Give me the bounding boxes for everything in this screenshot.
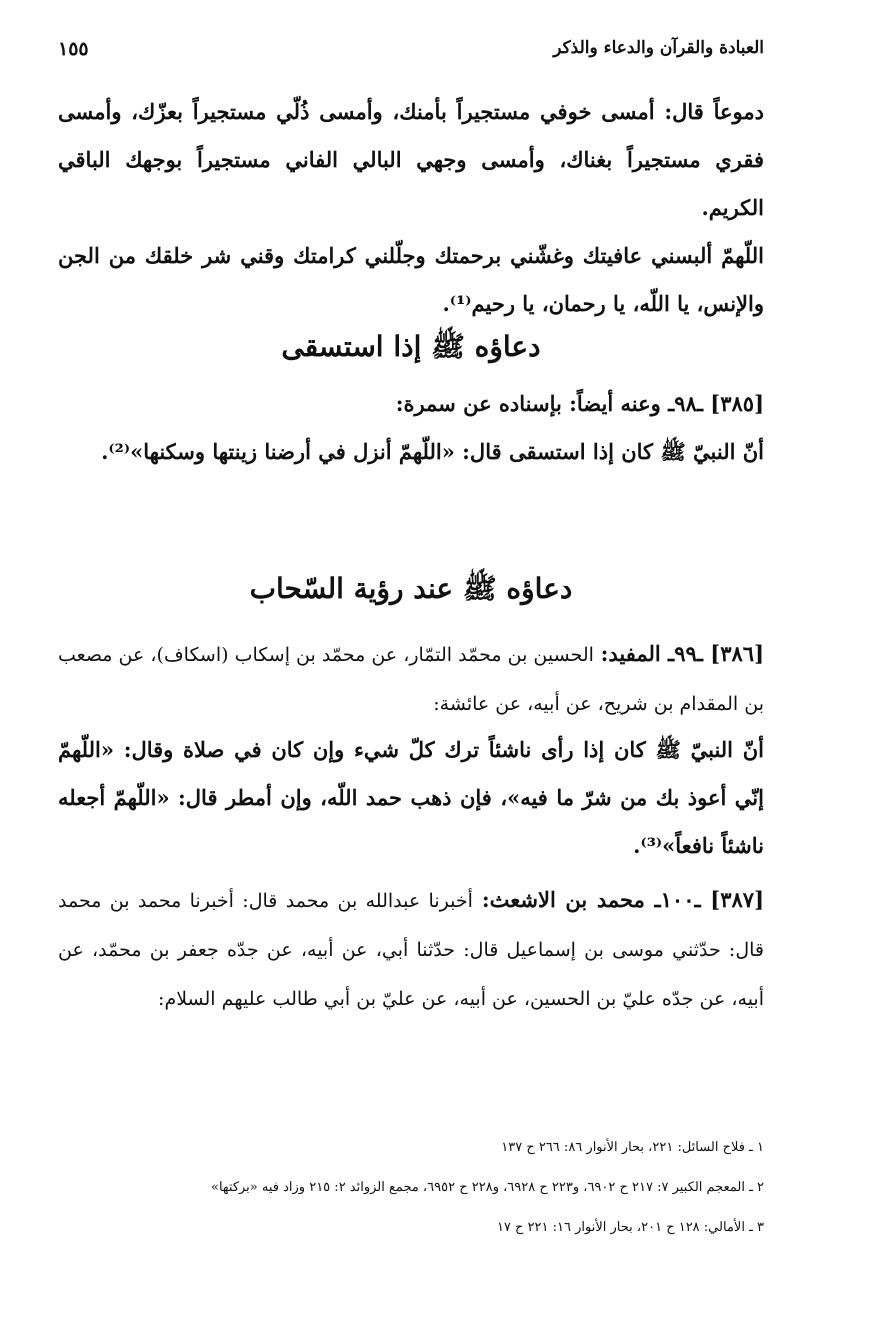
footnote-3: ٣ ـ الأمالي: ١٢٨ ح ٢٠١، بحار الأنوار ١٦: ٢٢١ ح ١٧: [496, 1220, 764, 1235]
paragraph-supplication-allahumma: اللّهمّ ألبسني عافيتك وغشّني برحمتك وجلّلني كرامتك وقني شر خلقك من الجن والإنس، يا اللّه، يا رحمان، يا رحيم⁽¹⁾.: [58, 243, 764, 316]
section-heading-istisqa: دعاؤه ﷺ إذا استسقى: [281, 330, 541, 363]
footnote-1: ١ ـ فلاح السائل: ٢٢١، بحار الأنوار ٨٦: ٢٦٦ ح ١٣٧: [501, 1140, 764, 1155]
hadith-387-chain: أخبرنا عبدالله بن محمد قال: أخبرنا محمد بن محمد قال: حدّثني موسى بن إسماعيل قال: حدّثنا أبي، عن أبيه، عن جدّه جعفر بن محمّد، عن أبيه، عن جدّه عليّ بن الحسين، عن أبيه، عن عليّ بن أبي طالب عليهم السلام:: [58, 890, 764, 1010]
paragraph-supplication-end: دموعاً قال: أمسى خوفي مستجيراً بأمنك، وأمسى ذُلّي مستجيراً بعزّك، وأمسى فقري مستجيراً بغناك، وأمسى وجهي البالي الفاني مستجيراً بوجهك الباقي الكريم.: [58, 99, 764, 220]
hadith-386-reference: [58, 630, 764, 728]
running-title: العبادة والقرآن والدعاء والذكر: [553, 38, 764, 58]
hadith-386-text: أنّ النبيّ ﷺ كان إذا رأى ناشئاً ترك كلّ شيء وإن كان في صلاة وقال: «اللّهمّ إنّي أعوذ بك من شرّ ما فيه»، فإن ذهب حمد اللّه، وإن أمطر قال: «اللّهمّ أجعله ناشئاً نافعاً»⁽³⁾.: [58, 737, 764, 858]
footnotes: [58, 1128, 764, 1248]
page-number: ١٥٥: [58, 38, 89, 60]
hadith-387-reference: [58, 876, 764, 1023]
hadith-386-lead: [٣٨٦] ـ٩٩ـ المفيد:: [600, 641, 764, 666]
hadith-385-reference: [58, 380, 764, 428]
hadith-385-text: أنّ النبيّ ﷺ كان إذا استسقى قال: «اللّهمّ أنزل في أرضنا زينتها وسكنها»⁽²⁾.: [101, 439, 764, 464]
hadith-385-chain: [٣٨٥] ـ٩٨ـ وعنه أيضاً: بإسناده عن سمرة:: [395, 391, 764, 416]
footnote-2: ٢ ـ المعجم الكبير ٧: ٢١٧ ح ٦٩٠٢، و٢٢٣ ح ٦٩٢٨، و٢٢٨ ح ٦٩٥٢، مجمع الزوائد ٢: ٢١٥ وزاد فيه «بركتها»: [210, 1180, 764, 1195]
page-header: [58, 38, 764, 68]
hadith-387-lead: [٣٨٧] ـ١٠٠ـ محمد بن الاشعث:: [481, 887, 765, 912]
section-heading-clouds: دعاؤه ﷺ عند رؤية السّحاب: [249, 572, 573, 605]
hadith-386-chain: الحسين بن محمّد التمّار، عن محمّد بن إسكاب (اسكاف)، عن مصعب بن المقدام بن شريح، عن أبيه، عن عائشة:: [58, 644, 764, 715]
